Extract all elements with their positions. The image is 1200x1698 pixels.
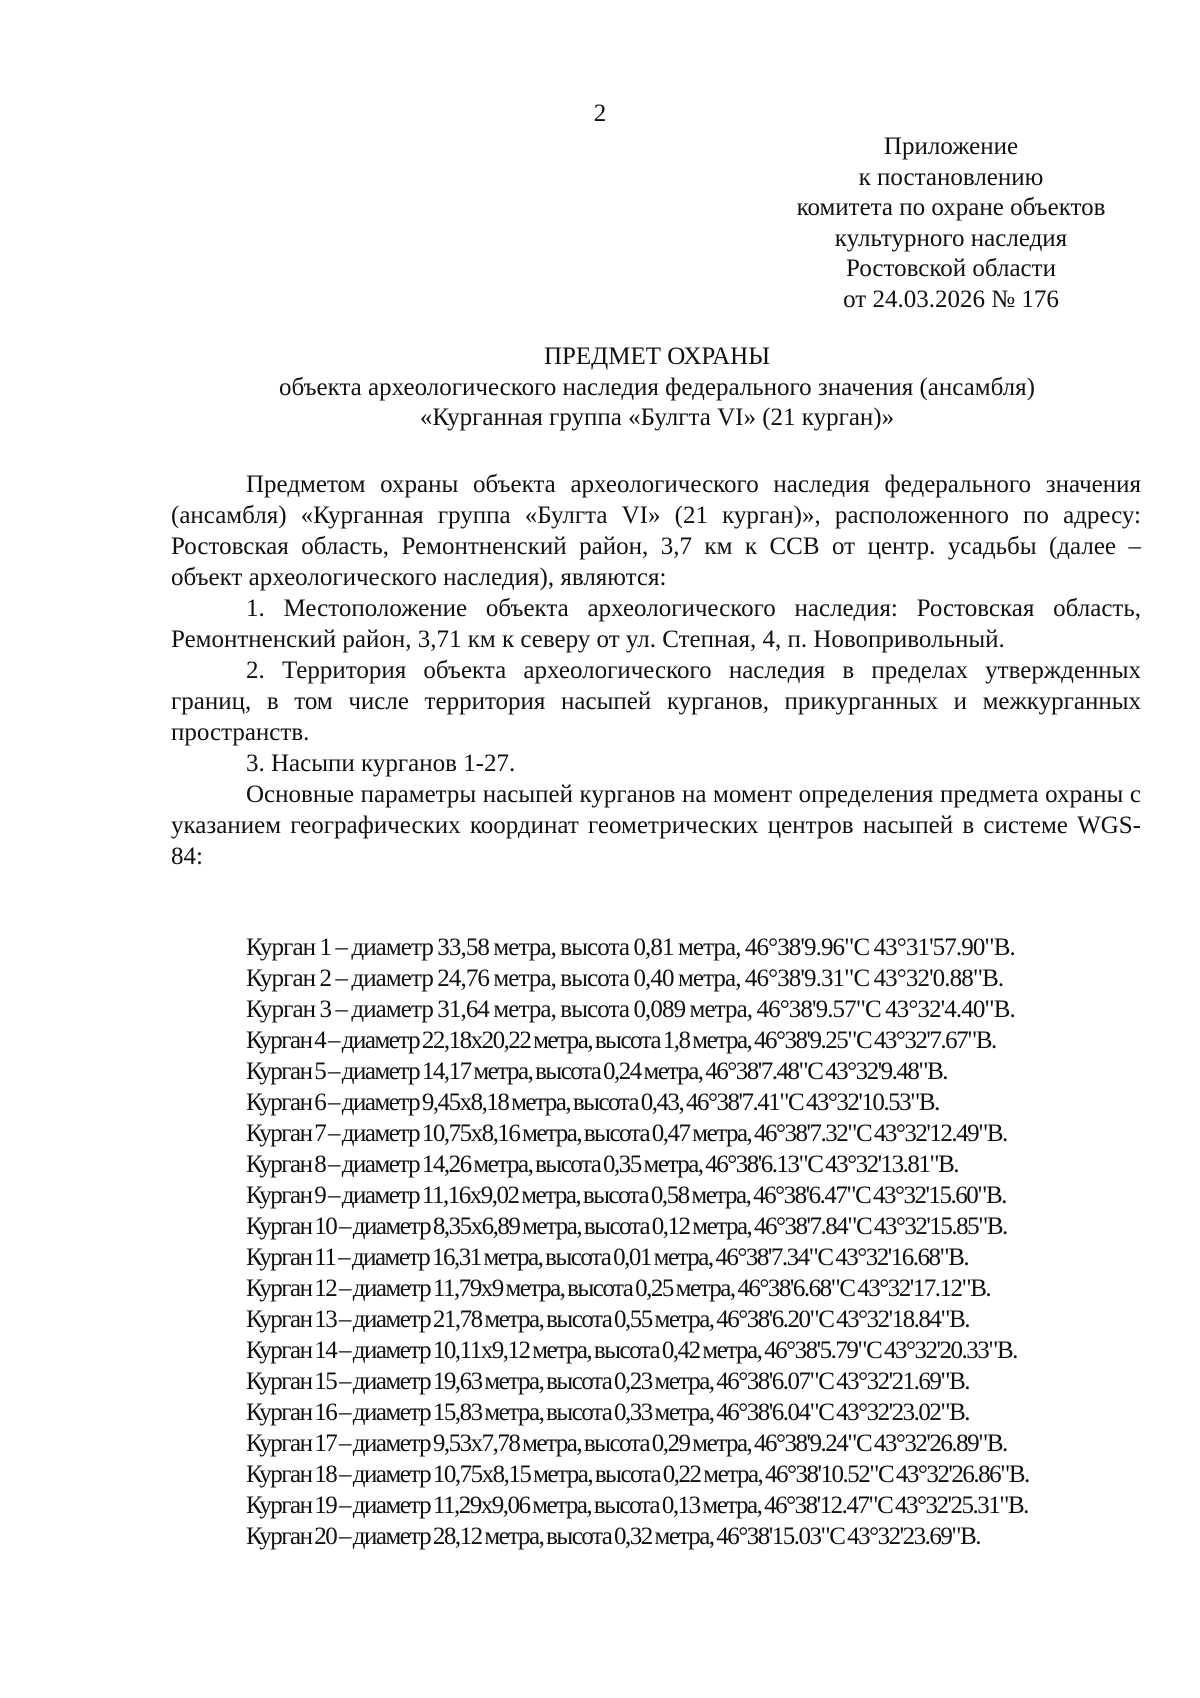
document-body [171, 469, 1141, 872]
list-item: Курган 12 – диаметр 11,79х9 метра, высота 0,25 метра, 46°38'6.68"С 43°32'17.12"В. [246, 1275, 991, 1302]
list-item: Курган 3 – диаметр 31,64 метра, высота 0,089 метра, 46°38'9.57"С 43°32'4.40"В. [246, 996, 1015, 1023]
document-title-block [170, 342, 1144, 434]
list-item: Курган 18 – диаметр 10,75х8,15 метра, высота 0,22 метра, 46°38'10.52"С 43°32'26.86"В. [246, 1461, 1029, 1488]
list-item: Курган 14 – диаметр 10,11х9,12 метра, высота 0,42 метра, 46°38'5.79"С 43°32'20.33"В. [246, 1337, 1017, 1364]
item-territory-paragraph: 2. Территория объекта археологического наследия в пределах утвержденных границ, в том числе территория насыпей курганов, прикурганных и межкурганных пространств. [171, 657, 1141, 746]
list-item: Курган 19 – диаметр 11,29х9,06 метра, высота 0,13 метра, 46°38'12.47"С 43°32'25.31"В. [246, 1492, 1028, 1519]
list-item: Курган 17 – диаметр 9,53х7,78 метра, высота 0,29 метра, 46°38'9.24"С 43°32'26.89"В. [246, 1430, 1007, 1457]
appendix-line: Приложение [883, 133, 1019, 160]
kurgan-list [246, 932, 1176, 1552]
appendix-line: комитета по охране объектов [796, 194, 1106, 221]
item-mounds-paragraph: 3. Насыпи курганов 1-27. [246, 750, 516, 777]
list-item: Курган 2 – диаметр 24,76 метра, высота 0,40 метра, 46°38'9.31"С 43°32'0.88"В. [246, 965, 1004, 992]
appendix-line: от 24.03.2026 № 176 [843, 285, 1059, 313]
list-item: Курган 10 – диаметр 8,35х6,89 метра, высота 0,12 метра, 46°38'7.84"С 43°32'15.85"В. [246, 1213, 1007, 1240]
intro-paragraph: Предметом охраны объекта археологического наследия федерального значения (ансамбля) «Курганная группа «Булгта VI» (21 курган)», расположенного по адресу: Ростовская область, Ремонтненский район, 3,7 км к ССВ от центр. усадьбы (далее – объект археологического наследия), являются: [171, 471, 1141, 591]
document-subtitle-line: «Курганная группа «Булгта VI» (21 курган)» [419, 404, 895, 431]
appendix-block [770, 132, 1132, 315]
list-item: Курган 8 – диаметр 14,26 метра, высота 0,35 метра, 46°38'6.13"С 43°32'13.81"В. [246, 1151, 959, 1178]
list-item: Курган 11 – диаметр 16,31 метра, высота 0,01 метра, 46°38'7.34"С 43°32'16.68"В. [246, 1244, 969, 1271]
list-item: Курган 4 – диаметр 22,18х20,22 метра, высота 1,8 метра, 46°38'9.25"С 43°32'7.67"В. [246, 1027, 996, 1054]
item-location-paragraph: 1. Местоположение объекта археологического наследия: Ростовская область, Ремонтненский район, 3,71 км к северу от ул. Степная, 4, п. Новопривольный. [171, 595, 1141, 653]
params-paragraph: Основные параметры насыпей курганов на момент определения предмета охраны с указанием географических координат геометрических центров насыпей в системе WGS-84: [171, 781, 1141, 870]
appendix-line: к постановлению [858, 163, 1044, 191]
list-item: Курган 20 – диаметр 28,12 метра, высота 0,32 метра, 46°38'15.03"С 43°32'23.69"В. [246, 1523, 981, 1550]
list-item: Курган 1 – диаметр 33,58 метра, высота 0,81 метра, 46°38'9.96"С 43°31'57.90"В. [246, 934, 1015, 961]
list-item: Курган 9 – диаметр 11,16х9,02 метра, высота 0,58 метра, 46°38'6.47"С 43°32'15.60"В. [246, 1182, 1006, 1209]
appendix-line: Ростовской области [846, 255, 1056, 282]
list-item: Курган 5 – диаметр 14,17 метра, высота 0,24 метра, 46°38'7.48"С 43°32'9.48"В. [246, 1058, 948, 1085]
page-number: 2 [593, 100, 607, 127]
list-item: Курган 13 – диаметр 21,78 метра, высота 0,55 метра, 46°38'6.20"С 43°32'18.84"В. [246, 1306, 970, 1333]
list-item: Курган 7 – диаметр 10,75х8,16 метра, высота 0,47 метра, 46°38'7.32"С 43°32'12.49"В. [246, 1120, 1007, 1147]
appendix-line: культурного наследия [834, 224, 1068, 252]
list-item: Курган 6 – диаметр 9,45х8,18 метра, высота 0,43, 46°38'7.41"С 43°32'10.53"В. [246, 1089, 939, 1116]
document-heading: ПРЕДМЕТ ОХРАНЫ [543, 343, 771, 370]
list-item: Курган 15 – диаметр 19,63 метра, высота 0,23 метра, 46°38'6.07"С 43°32'21.69"В. [246, 1368, 970, 1395]
document-subtitle-line: объекта археологического наследия федерального значения (ансамбля) [279, 373, 1035, 401]
list-item: Курган 16 – диаметр 15,83 метра, высота 0,33 метра, 46°38'6.04"С 43°32'23.02"В. [246, 1399, 970, 1426]
